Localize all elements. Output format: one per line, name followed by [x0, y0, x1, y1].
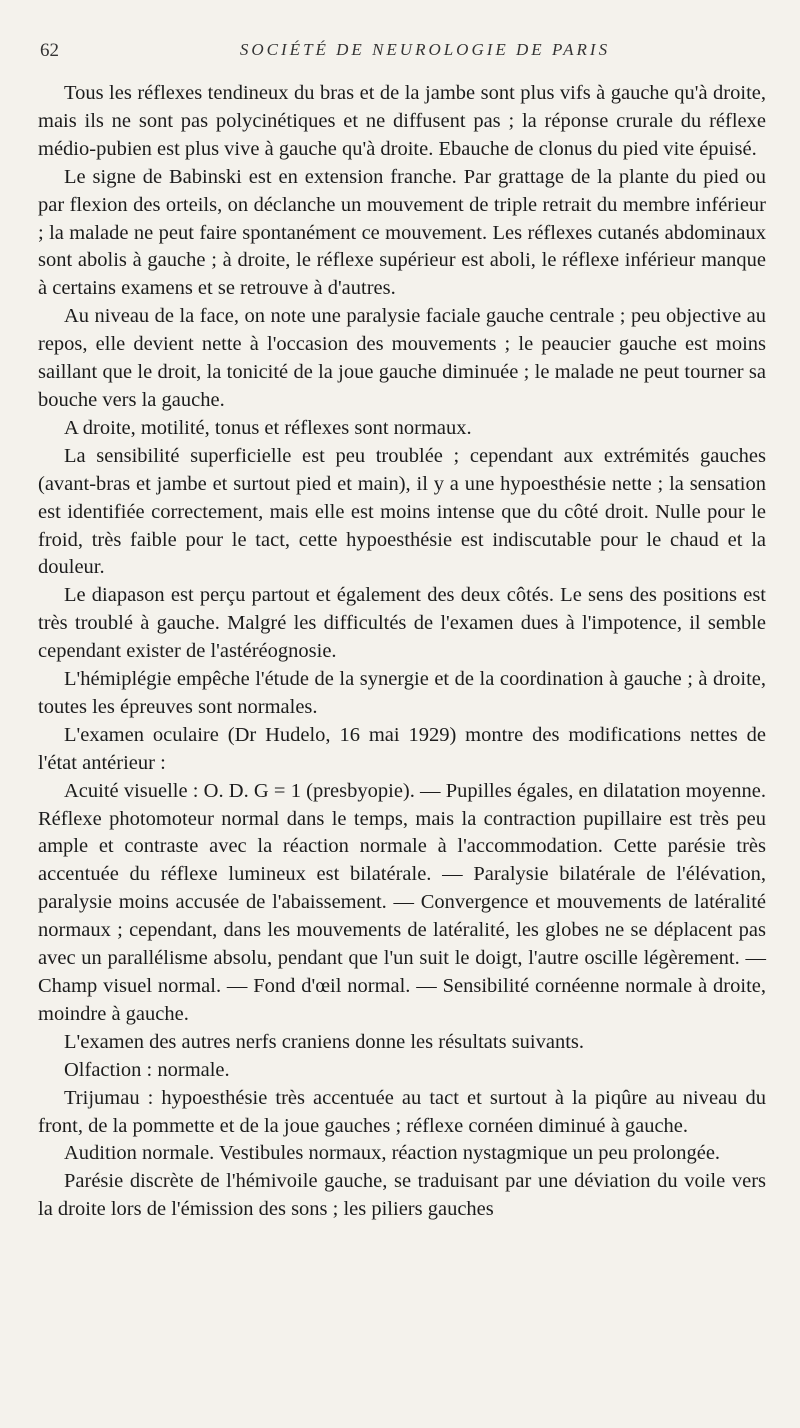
body-text — [38, 80, 766, 1224]
paragraph: L'hémiplégie empêche l'étude de la synergie et de la coordination à gauche ; à droite, toutes les épreuves sont normales. — [38, 668, 766, 718]
running-title: SOCIÉTÉ DE NEUROLOGIE DE PARIS — [239, 40, 611, 59]
paragraph: A droite, motilité, tonus et réflexes sont normaux. — [64, 416, 472, 439]
page-number: 62 — [40, 40, 59, 61]
page-header — [40, 40, 780, 70]
paragraph: Au niveau de la face, on note une paralysie faciale gauche centrale ; peu objective au repos, elle devient nette à l'occasion des mouvements ; le peaucier gauche est moins saillant que le droit, la tonicité de la joue gauche diminuée ; le malade ne peut tourner sa bouche vers la gauche. — [38, 305, 766, 411]
paragraph: Olfaction : normale. — [64, 1058, 230, 1081]
paragraph: Audition normale. Vestibules normaux, réaction nystagmique un peu prolongée. — [64, 1142, 721, 1165]
paragraph: Le signe de Babinski est en extension franche. Par grattage de la plante du pied ou par flexion des orteils, on déclanche un mouvement de triple retrait du membre inférieur ; la malade ne peut faire spontanément ce mouvement. Les réflexes cutanés abdominaux sont abolis à gauche ; à droite, le réflexe supérieur est aboli, le réflexe inférieur manque à certains examens et se retrouve à d'autres. — [38, 165, 766, 300]
paragraph: L'examen des autres nerfs craniens donne les résultats suivants. — [64, 1030, 585, 1053]
paragraph: Le diapason est perçu partout et également des deux côtés. Le sens des positions est très troublé à gauche. Malgré les difficultés de l'examen dues à l'impotence, il semble cependant exister de l'astéréognosie. — [38, 584, 766, 663]
paragraph: Tous les réflexes tendineux du bras et de la jambe sont plus vifs à gauche qu'à droite, mais ils ne sont pas polycinétiques et ne diffusent pas ; la réponse crurale du réflexe médio-pubien est plus vive à gauche qu'à droite. Ebauche de clonus du pied vite épuisé. — [38, 82, 766, 160]
paragraph: Parésie discrète de l'hémivoile gauche, se traduisant par une déviation du voile vers la droite lors de l'émission des sons ; les piliers gauches — [38, 1170, 766, 1221]
paragraph: L'examen oculaire (Dr Hudelo, 16 mai 1929) montre des modifications nettes de l'état antérieur : — [38, 723, 766, 774]
paragraph: Acuité visuelle : O. D. G = 1 (presbyopie). — Pupilles égales, en dilatation moyenne. Réflexe photomoteur normal dans le temps, mais la contraction pupillaire est très peu ample et contraste avec la réaction normale à l'accommodation. Cette parésie très accentuée du réflexe lumineux est bilatérale. — Paralysie bilatérale de l'élévation, paralysie moins accusée de l'abaissement. — Convergence et mouvements de latéralité normaux ; cependant, dans les mouvements de latéralité, les globes ne se déplacent pas avec un parallélisme absolu, pendant que l'un suit le doigt, l'autre oscille légèrement. — Champ visuel normal. — Fond d'œil normal. — Sensibilité cornéenne normale à droite, moindre à gauche. — [38, 779, 766, 1025]
paragraph: Trijumau : hypoesthésie très accentuée au tact et surtout à la piqûre au niveau du front, de la pommette et de la joue gauches ; réflexe cornéen diminué à gauche. — [38, 1086, 766, 1137]
paragraph: La sensibilité superficielle est peu troublée ; cependant aux extrémités gauches (avant-bras et jambe et surtout pied et main), il y a une hypoesthésie nette ; la sensation est identifiée correctement, mais elle est moins intense que du côté droit. Nulle pour le froid, très faible pour le tact, cette hypoesthésie est indiscutable pour le chaud et la douleur. — [38, 444, 766, 579]
